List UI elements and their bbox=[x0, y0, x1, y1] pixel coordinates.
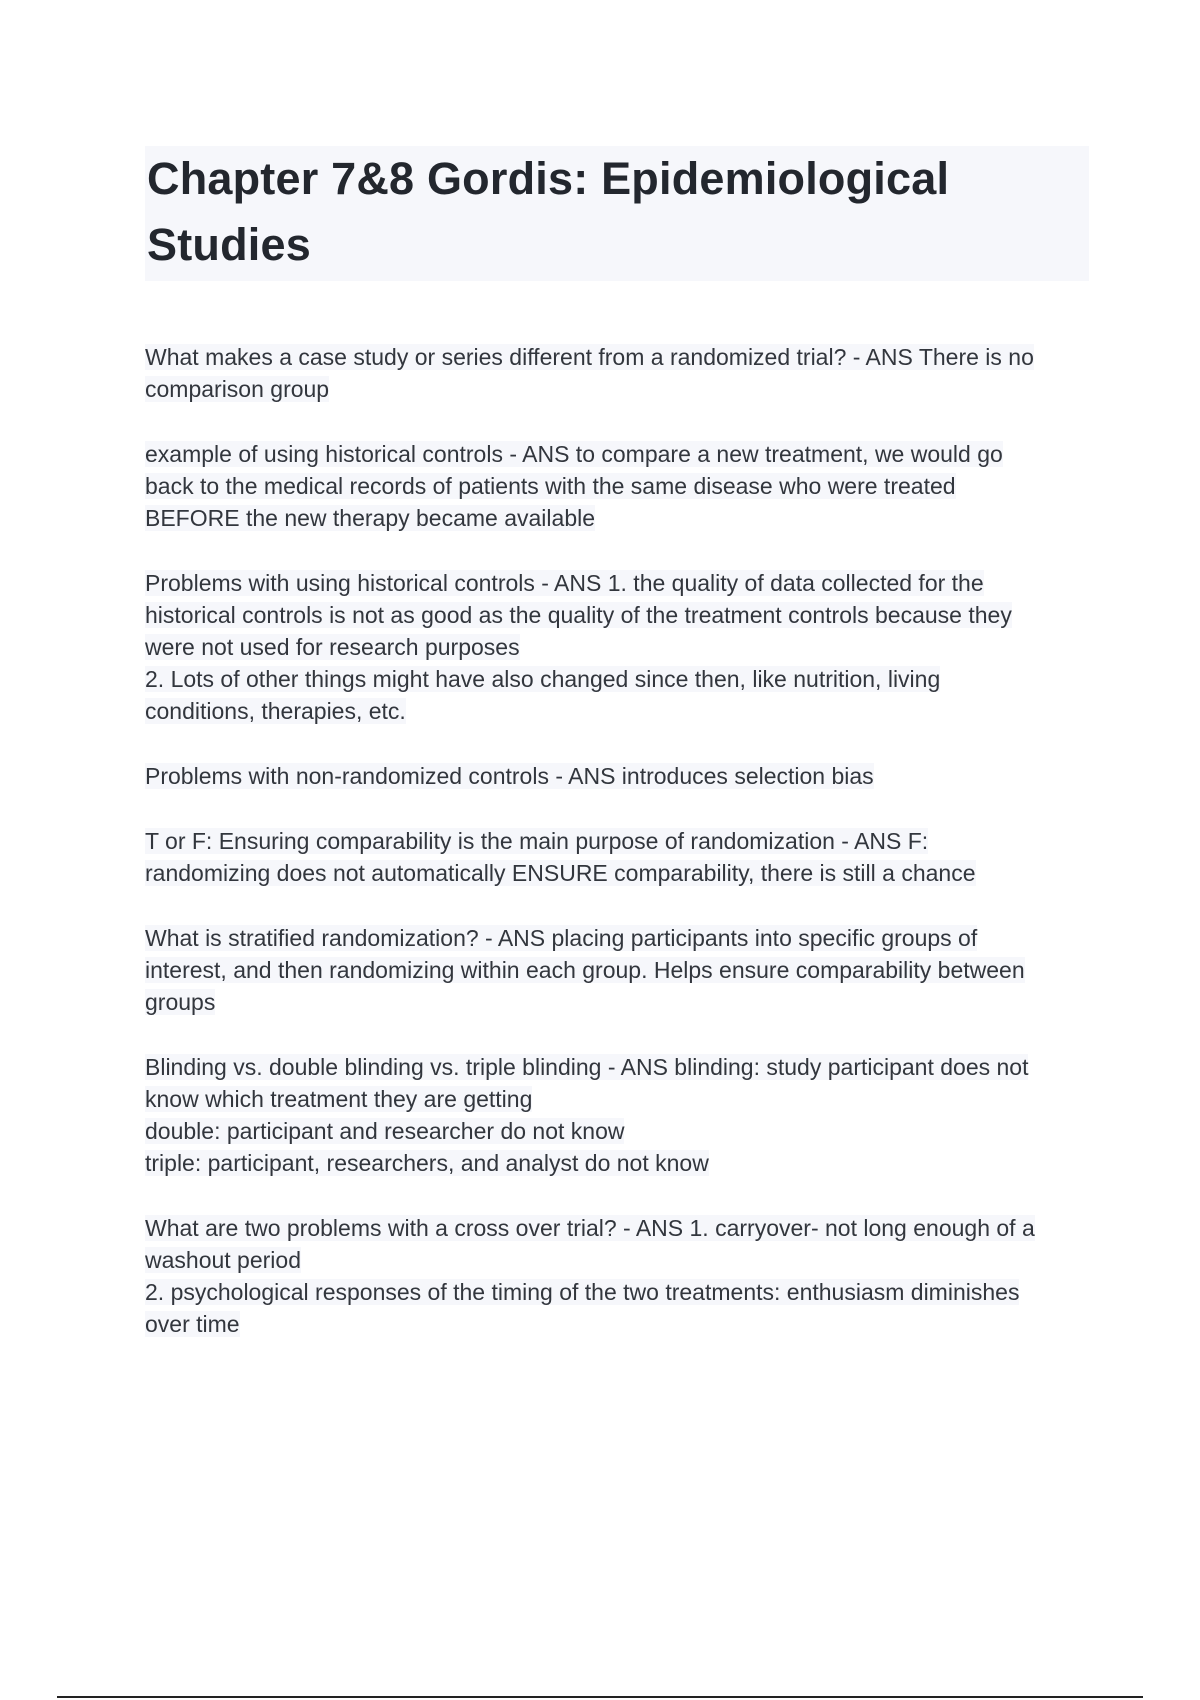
qa-item bbox=[145, 760, 1089, 792]
qa-item-text: What is stratified randomization? - ANS placing participants into specific groups of interest, and then randomizing within each group. Helps ensure comparability between groups bbox=[145, 925, 1025, 1015]
page-title: Chapter 7&8 Gordis: Epidemiological Studies bbox=[147, 153, 950, 270]
qa-item bbox=[145, 1212, 1089, 1340]
qa-item bbox=[145, 341, 1089, 405]
qa-item-text: What makes a case study or series different from a randomized trial? - ANS There is no comparison group bbox=[145, 344, 1034, 402]
qa-item-text: example of using historical controls - ANS to compare a new treatment, we would go back to the medical records of patients with the same disease who were treated BEFORE the new therapy became available bbox=[145, 441, 1003, 531]
qa-item-text: Problems with non-randomized controls - ANS introduces selection bias bbox=[145, 763, 874, 789]
qa-item bbox=[145, 567, 1089, 727]
qa-item bbox=[145, 1051, 1089, 1179]
qa-item-text: T or F: Ensuring comparability is the main purpose of randomization - ANS F: randomizing does not automatically ENSURE comparability, there is still a chance bbox=[145, 828, 976, 886]
qa-item-text: What are two problems with a cross over trial? - ANS 1. carryover- not long enough of a washout period 2. psychological responses of the timing of the two treatments: enthusiasm diminishes over time bbox=[145, 1215, 1035, 1337]
qa-item bbox=[145, 922, 1089, 1018]
footer-divider bbox=[57, 1696, 1143, 1698]
qa-item bbox=[145, 825, 1089, 889]
qa-list bbox=[145, 341, 1089, 1373]
qa-item-text: Blinding vs. double blinding vs. triple blinding - ANS blinding: study participant does not know which treatment they are getting double: participant and researcher do not know triple: participant, researchers, and analyst do not know bbox=[145, 1054, 1029, 1176]
qa-item-text: Problems with using historical controls - ANS 1. the quality of data collected for the historical controls is not as good as the quality of the treatment controls because they were not used for research purposes 2. Lots of other things might have also changed since then, like nutrition, living conditions, therapies, etc. bbox=[145, 570, 1012, 724]
title-block bbox=[145, 146, 1089, 281]
qa-item bbox=[145, 438, 1089, 534]
